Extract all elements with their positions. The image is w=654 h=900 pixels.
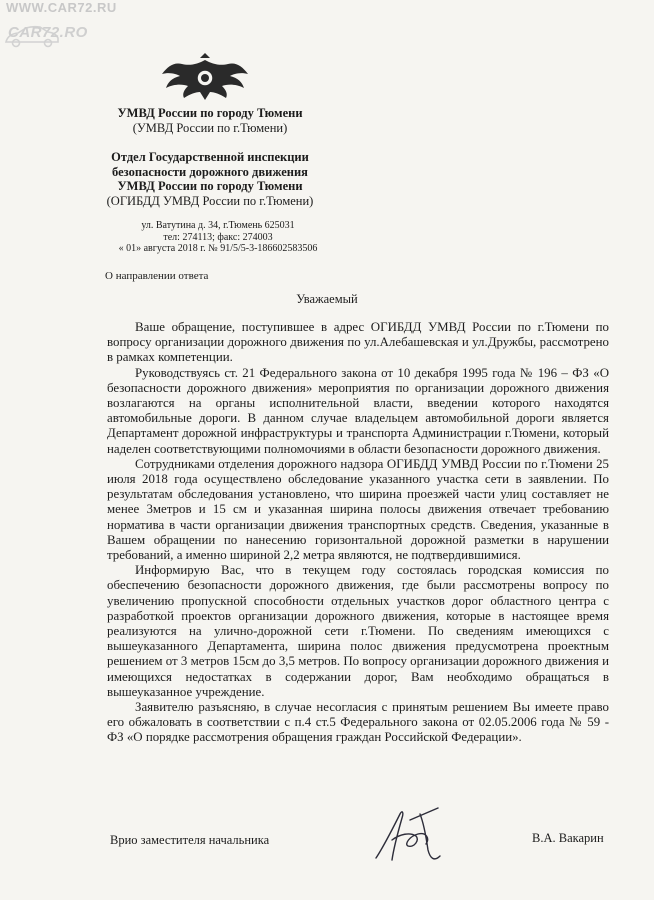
letter-body — [107, 320, 609, 746]
watermark-logo-text: CAR72.RO — [8, 24, 88, 41]
org-short-name: (УМВД России по г.Тюмени) — [132, 120, 288, 135]
signer-position: Врио заместителя начальника — [110, 833, 270, 847]
salutation: Уважаемый — [296, 292, 358, 306]
letter-subject: О направлении ответа — [105, 270, 209, 282]
dept-short-name: (ОГИБДД УМВД России по г.Тюмени) — [106, 193, 314, 208]
dept-line-3: УМВД России по городу Тюмени — [117, 179, 303, 193]
department-header — [100, 150, 320, 208]
address-block — [98, 220, 338, 255]
paragraph-2: Руководствуясь ст. 21 Федерального закона от 10 декабря 1995 года № 196 – ФЗ «О безопасности дорожного движения» мероприятия по организации дорожного движения возлагаются на органы исполнительной власти, введении которого находятся автомобильные дороги. В данном случае владельцем автомобильной дороги является Департамент дорожной инфраструктуры и транспорта Администрации г.Тюмени, который наделен соответствующими полномочиями в области безопасности дорожного движения. — [107, 365, 609, 456]
letter-date-number: « 01» августа 2018 г. № 91/5/5-3-186602583506 — [118, 243, 318, 254]
paragraph-4: Информирую Вас, что в текущем году состоялась городская комиссия по обеспечению безопасности дорожного движения, где были рассмотрены вопросу по увеличению пропускной способности отдельных участков дорог областного центра с разработкой проектов организации дорожного движения, которые в настоящее время реализуются на улично-дорожной сети г.Тюмени. По сведениям имеющихся с вышеуказанного Департамента, ширина полос движения предусмотрена проектным решением от 3 метров 15см до 3,5 метров. По вопросу организации дорожного движения и имеющихся недостатках в содержании дорог, Вам необходимо обращаться в вышеуказанное учреждение. — [107, 563, 609, 699]
dept-line-2: безопасности дорожного движения — [112, 164, 308, 179]
watermark-url: WWW.CAR72.RU — [6, 0, 117, 15]
paragraph-5: Заявителю разъясняю, в случае несогласия с принятым решением Вы имеете право его обжаловать в соответствии с п.4 ст.5 Федерального закона от 02.05.2006 года № 59 - ФЗ «О порядке рассмотрения обращения граждан Российской Федерации». — [107, 700, 609, 745]
eagle-emblem-icon — [160, 52, 250, 104]
street-address: ул. Ватутина д. 34, г.Тюмень 625031 — [141, 220, 295, 231]
org-name: УМВД России по городу Тюмени — [117, 106, 303, 120]
organization-header — [100, 106, 320, 135]
phone-fax: тел: 274113; факс: 274003 — [163, 231, 273, 243]
signer-name: В.А. Вакарин — [532, 831, 604, 845]
paragraph-3: Сотрудниками отделения дорожного надзора ОГИБДД УМВД России по г.Тюмени 25 июля 2018 года осуществлено обследование указанного участка сети в заявлении. По результатам обследования установлено, что ширина проезжей части улиц составляет не менее 3метров и 15 см и указанная ширина полосы движения отвечает требованию норматива в части организации движения транспортных средств. Сведения, указанные в Вашем обращении по нанесению горизонтальной дорожной разметки в нарушении требований, а именно шириной 2,2 метра являются, не подтвердившимися. — [107, 456, 609, 563]
dept-line-1: Отдел Государственной инспекции — [111, 150, 309, 164]
paragraph-1: Ваше обращение, поступившее в адрес ОГИБДД УМВД России по г.Тюмени по вопросу организации дорожного движения по ул.Алебашевская и ул.Дружбы, рассмотрено в рамках компетенции. — [107, 320, 609, 365]
handwritten-signature-icon — [370, 800, 450, 870]
